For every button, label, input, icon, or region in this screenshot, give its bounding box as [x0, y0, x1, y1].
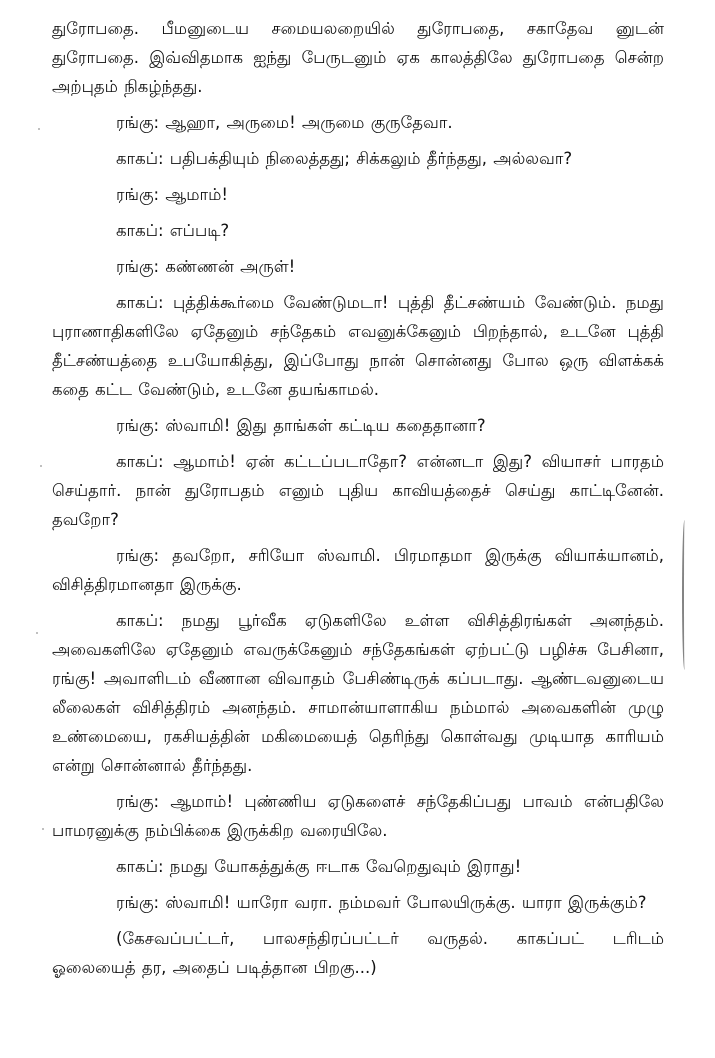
dialogue-line: காகப்: பதிபக்தியும் நிலைத்தது; சிக்கலும் தீர்ந்தது, அல்லவா?: [116, 149, 573, 168]
body-text: [52, 14, 664, 989]
dialogue-line: ரங்கு: ஆஹா, அருமை! அருமை குருதேவா.: [116, 113, 453, 132]
dialogue-line: காகப்: புத்திக்கூர்மை வேண்டுமடா! புத்தி தீட்சண்யம் வேண்டும். நமது புராணாதிகளிலே ஏதேனும் சந்தேகம் எவனுக்கேனும் பிறந்தால், உடனே புத்தி தீட்சண்யத்தை உபயோகித்து, இப்போது நான் சொன்னது போல ஒரு விளக்கக் கதை கட்ட வேண்டும், உடனே தயங்காமல்.: [52, 293, 664, 399]
scan-speck: [36, 632, 38, 634]
stage-direction: (கேசவப்பட்டர், பாலசந்திரப்பட்டர் வருதல். காகப்பட் டரிடம் ஓலையைத் தர, அதைப் படித்தான பிறகு...): [52, 929, 664, 977]
dialogue-line: காகப்: ஆமாம்! ஏன் கட்டப்படாதோ? என்னடா இது? வியாசர் பாரதம் செய்தார். நான் துரோபதம் எனும் புதிய காவியத்தைச் செய்து காட்டினேன். தவறோ?: [52, 452, 664, 529]
dialogue-line: காகப்: எப்படி?: [116, 221, 230, 240]
dialogue-line: காகப்: நமது யோகத்துக்கு ஈடாக வேறெதுவும் இராது!: [116, 857, 522, 876]
scan-speck: [42, 828, 44, 830]
paragraph-1: துரோபதை. பீமனுடைய சமையலறையில் துரோபதை, சகாதேவ னுடன் துரோபதை. இவ்விதமாக ஐந்து பேருடனும் ஏக காலத்திலே துரோபதை சென்ற அற்புதம் நிகழ்ந்தது.: [52, 19, 664, 96]
dialogue-line: ரங்கு: தவறோ, சரியோ ஸ்வாமி. பிரமாதமா இருக்கு வியாக்யானம், விசித்திரமானதா இருக்கு.: [52, 546, 664, 594]
dialogue-line: ரங்கு: ஆமாம்! புண்ணிய ஏடுகளைச் சந்தேகிப்பது பாவம் என்பதிலே பாமரனுக்கு நம்பிக்கை இருக்கிற வரையிலே.: [52, 792, 664, 840]
dialogue-line: ரங்கு: ஸ்வாமி! யாரோ வரா. நம்மவர் போலயிருக்கு. யாரா இருக்கும்?: [116, 893, 647, 912]
scan-speck: [40, 465, 42, 467]
dialogue-line: ரங்கு: ஸ்வாமி! இது தாங்கள் கட்டிய கதைதானா?: [116, 416, 486, 435]
page-edge-line: [682, 520, 687, 670]
dialogue-line: ரங்கு: ஆமாம்!: [116, 185, 229, 204]
dialogue-line: காகப்: நமது பூர்வீக ஏடுகளிலே உள்ள விசித்திரங்கள் அனந்தம். அவைகளிலே ஏதேனும் எவருக்கேனும் சந்தேகங்கள் ஏற்பட்டு பழிச்சு பேசினா, ரங்கு! அவாளிடம் வீணான விவாதம் பேசிண்டிருக் கப்படாது. ஆண்டவனுடைய லீலைகள் விசித்திரம் அனந்தம். சாமான்யாளாகிய நம்மால் அவைகளின் முழு உண்மையை, ரகசியத்தின் மகிமையைத் தெரிந்து கொள்வது முடியாத காரியம் என்று சொன்னால் தீர்ந்தது.: [52, 611, 664, 775]
dialogue-line: ரங்கு: கண்ணன் அருள்!: [116, 257, 296, 276]
scan-speck: [38, 128, 40, 130]
